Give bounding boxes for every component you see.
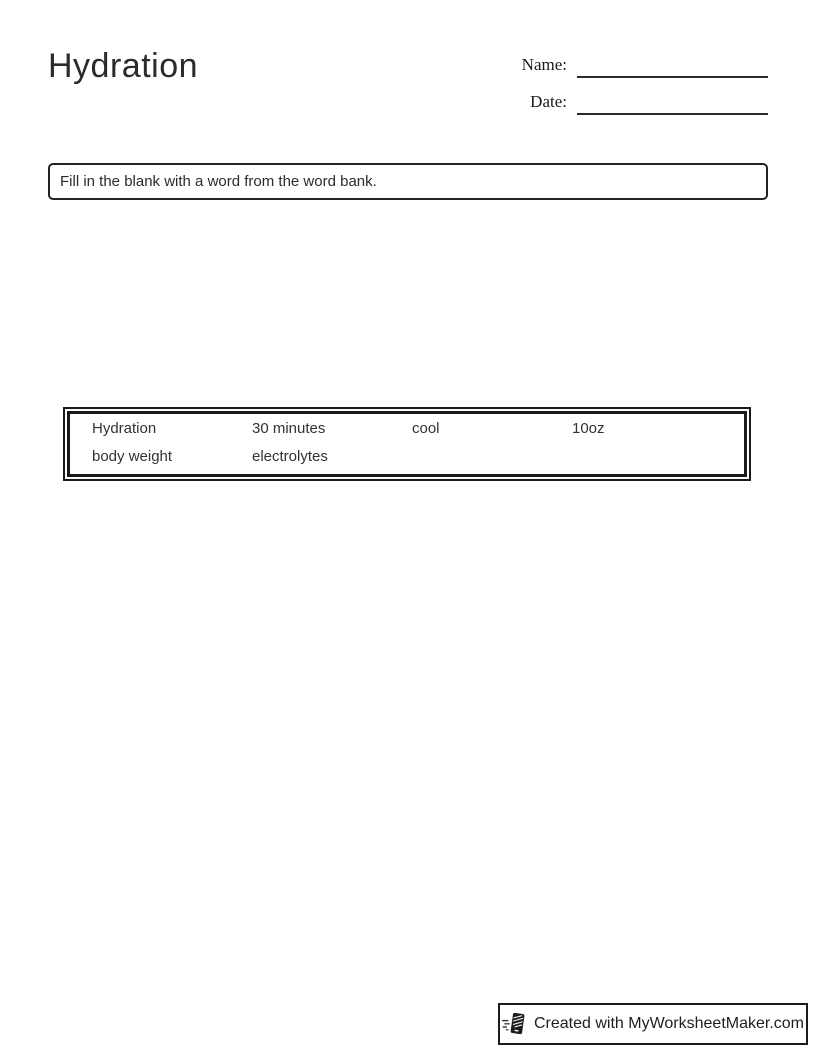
name-row: [488, 50, 768, 78]
instruction-box: [48, 163, 768, 200]
word-bank-inner-border: [67, 411, 747, 477]
name-label: Name:: [521, 55, 567, 75]
word-bank-word: body weight: [92, 448, 173, 465]
name-blank-line: [577, 54, 768, 78]
date-row: [488, 87, 768, 115]
date-blank-line: [577, 91, 768, 115]
flying-worksheet-icon: [502, 1011, 526, 1037]
credit-badge: [498, 1003, 808, 1045]
date-label: Date:: [530, 92, 567, 112]
word-bank-word: electrolytes: [252, 448, 328, 465]
word-bank-grid: [92, 415, 736, 471]
word-bank-word: 10oz: [572, 420, 605, 437]
name-date-block: [488, 50, 768, 115]
word-bank-word: Hydration: [92, 420, 157, 437]
worksheet-title: Hydration: [48, 47, 199, 85]
word-bank: [63, 407, 751, 481]
instruction-text: Fill in the blank with a word from the word bank.: [60, 173, 377, 190]
word-bank-word: 30 minutes: [252, 420, 326, 437]
word-bank-word: cool: [412, 420, 440, 437]
credit-text: Created with MyWorksheetMaker.com: [533, 1015, 804, 1032]
